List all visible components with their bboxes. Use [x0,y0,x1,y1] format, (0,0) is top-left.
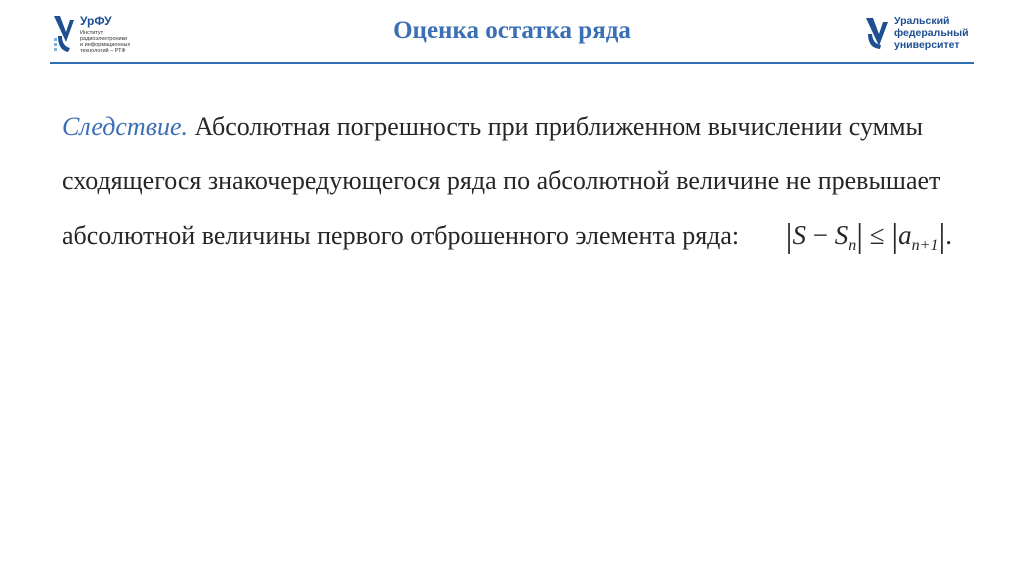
corollary-paragraph [62,100,982,273]
formula-period: . [945,220,953,250]
left-logo-brand: УрФУ [80,14,112,28]
left-logo-line: и информационных [80,42,131,48]
corollary-text: Абсолютная погрешность при приближенном вычислении суммы сходящегося знакочередующегося ряда по абсолютной величине не превышает абсолютной величины первого отброшенного элемента ряда: [62,112,941,250]
abs-bar: | [891,218,899,255]
right-logo-line: федеральный [894,27,969,39]
urfu-emblem-icon [864,16,890,50]
urfu-university-logo [864,14,984,58]
formula-var-s: S [792,220,806,250]
left-logo-line: Институт [80,30,104,36]
formula-minus: − [805,220,835,250]
formula-var-sn: S [834,220,849,250]
abs-bar: | [856,218,864,255]
abs-bar: | [785,218,793,255]
error-bound-formula [786,208,952,273]
formula-le: ≤ [863,220,892,250]
corollary-label: Следствие. [62,112,189,141]
formula-var-a: a [898,220,912,250]
abs-bar: | [938,218,946,255]
page-title: Оценка остатка ряда [393,17,631,44]
slide-header [0,0,1024,64]
right-logo-line: университет [894,39,960,51]
formula-index-n-plus-1: n+1 [911,237,939,254]
urfu-emblem-icon [52,14,76,54]
formula-index-n: n [848,237,857,254]
header-divider [50,62,974,64]
urfu-rtf-logo [52,14,172,58]
right-logo-line: Уральский [894,15,950,27]
left-logo-line: технологий – РТФ [80,48,126,54]
slide-body [62,100,982,273]
left-logo-line: радиоэлектроники [80,36,128,42]
